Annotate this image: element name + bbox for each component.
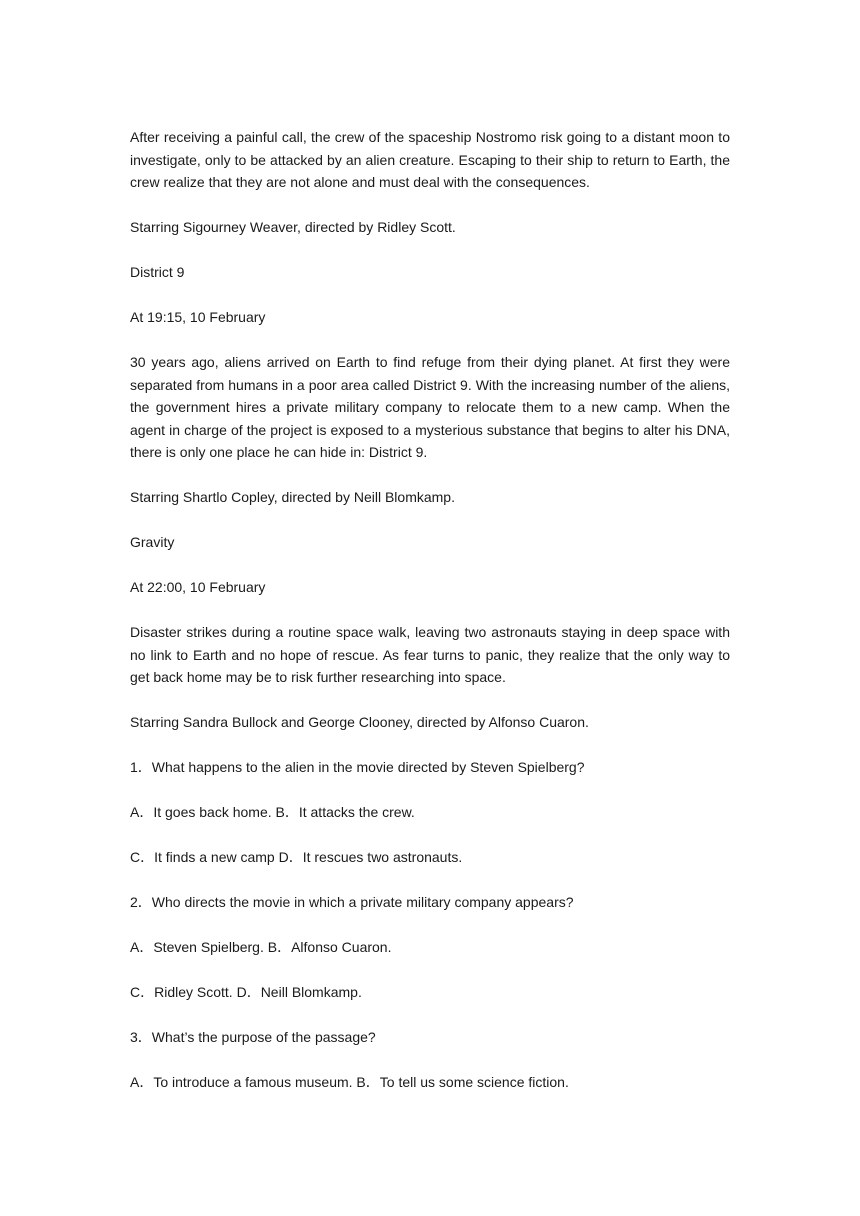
- showtime-gravity: At 22:00, 10 February: [130, 579, 266, 595]
- credits-district-9: Starring Shartlo Copley, directed by Neill Blomkamp.: [130, 489, 455, 505]
- question-3: 3．What’s the purpose of the passage?: [130, 1029, 376, 1045]
- synopsis-district-9: 30 years ago, aliens arrived on Earth to find refuge from their dying planet. At first they were separated from humans in a poor area called District 9. With the increasing number of the aliens, the government hires a private military company to relocate them to a new camp. When the agent in charge of the project is exposed to a mysterious substance that begins to alter his DNA, there is only one place he can hide in: District 9.: [130, 354, 730, 460]
- question-2: 2．Who directs the movie in which a private military company appears?: [130, 894, 574, 910]
- question-1-options-cd: C．It finds a new camp D．It rescues two astronauts.: [130, 849, 463, 865]
- question-1: 1．What happens to the alien in the movie directed by Steven Spielberg?: [130, 759, 585, 775]
- showtime-district-9: At 19:15, 10 February: [130, 309, 266, 325]
- question-2-options-ab: A．Steven Spielberg. B．Alfonso Cuaron.: [130, 939, 392, 955]
- synopsis-alien: After receiving a painful call, the crew of the spaceship Nostromo risk going to a distant moon to investigate, only to be attacked by an alien creature. Escaping to their ship to return to Earth, the crew realize that they are not alone and must deal with the consequences.: [130, 129, 730, 190]
- question-2-options-cd: C．Ridley Scott. D．Neill Blomkamp.: [130, 984, 362, 1000]
- movie-title-district-9: District 9: [130, 264, 185, 280]
- question-1-options-ab: A．It goes back home. B．It attacks the crew.: [130, 804, 415, 820]
- credits-alien: Starring Sigourney Weaver, directed by Ridley Scott.: [130, 219, 456, 235]
- credits-gravity: Starring Sandra Bullock and George Clooney, directed by Alfonso Cuaron.: [130, 714, 589, 730]
- movie-title-gravity: Gravity: [130, 534, 175, 550]
- question-3-options-ab: A．To introduce a famous museum. B．To tell us some science fiction.: [130, 1074, 569, 1090]
- document-page: [130, 126, 730, 1116]
- synopsis-gravity: Disaster strikes during a routine space walk, leaving two astronauts staying in deep space with no link to Earth and no hope of rescue. As fear turns to panic, they realize that the only way to get back home may be to risk further researching into space.: [130, 624, 730, 685]
